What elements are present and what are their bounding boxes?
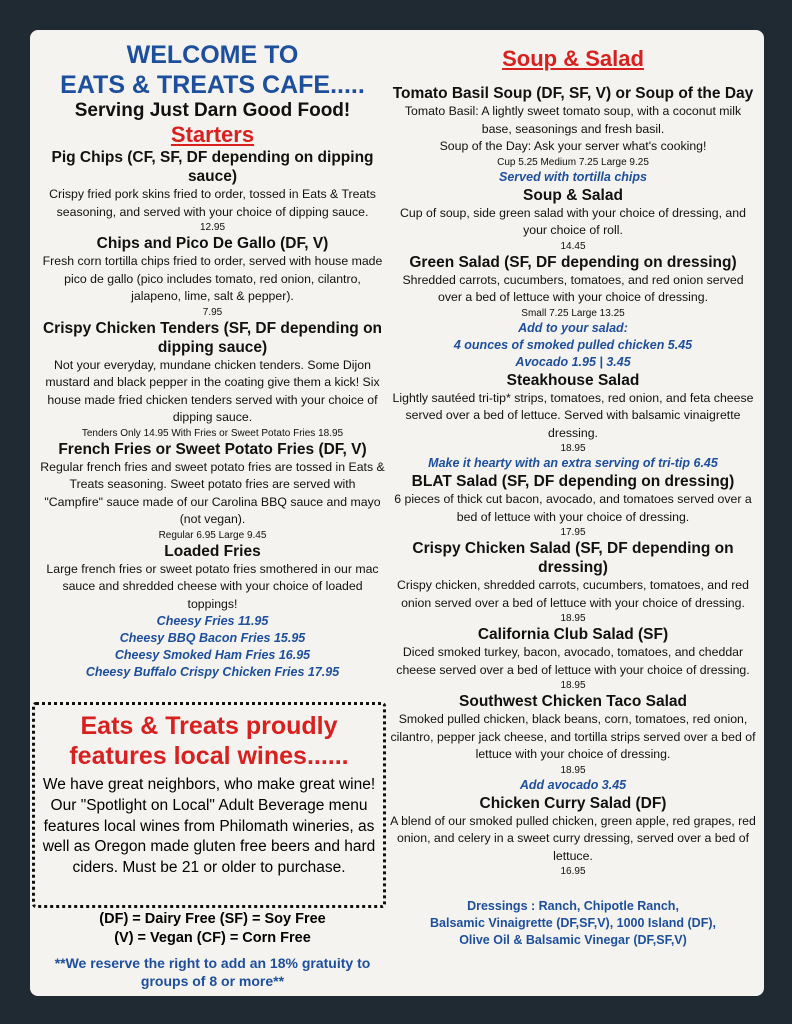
item-description: Shredded carrots, cucumbers, tomatoes, and red onion served over a bed of lettuce with your choice of dressing. bbox=[402, 272, 744, 304]
dressings-line: Balsamic Vinaigrette (DF,SF,V), 1000 Island (DF), bbox=[430, 916, 716, 930]
local-wines-box bbox=[32, 702, 386, 908]
starters-heading: Starters bbox=[170, 122, 255, 147]
dressings-line: Olive Oil & Balsamic Vinegar (DF,SF,V) bbox=[459, 933, 687, 947]
item-price: 18.95 bbox=[560, 613, 586, 624]
menu-item bbox=[40, 319, 385, 440]
item-description: Crispy chicken, shredded carrots, cucumbers, tomatoes, and red onion served over a bed of lettuce with your choice of dressing. bbox=[397, 578, 749, 610]
item-title: Pig Chips (CF, SF, DF depending on dipping sauce) bbox=[51, 149, 374, 185]
gratuity-notice: **We reserve the right to add an 18% gratuity to groups of 8 or more** bbox=[54, 955, 371, 989]
menu-item bbox=[40, 234, 385, 319]
menu-page bbox=[30, 30, 764, 996]
menu-item bbox=[390, 472, 756, 539]
item-addon: Served with tortilla chips bbox=[499, 169, 647, 184]
item-description: Not your everyday, mundane chicken tenders. Some Dijon mustard and black pepper in the coating give them a kick! Six house made fried chicken tenders served with your choice of dipping sauce. bbox=[45, 357, 380, 424]
item-title: Steakhouse Salad bbox=[506, 371, 640, 389]
legend-line-1: (DF) = Dairy Free (SF) = Soy Free bbox=[99, 911, 326, 927]
item-addon: Cheesy BBQ Bacon Fries 15.95 bbox=[119, 631, 306, 645]
item-title: French Fries or Sweet Potato Fries (DF, V) bbox=[58, 440, 367, 458]
item-description: Cup of soup, side green salad with your choice of dressing, and your choice of roll. bbox=[400, 205, 746, 237]
item-price: 12.95 bbox=[199, 222, 226, 233]
tagline: Serving Just Darn Good Food! bbox=[74, 100, 351, 121]
right-column bbox=[390, 30, 756, 949]
item-title: Crispy Chicken Tenders (SF, DF depending on dipping sauce) bbox=[42, 319, 383, 356]
item-title: Chips and Pico De Gallo (DF, V) bbox=[96, 235, 329, 252]
menu-item bbox=[390, 84, 756, 186]
menu-item bbox=[40, 148, 385, 234]
left-column bbox=[40, 30, 385, 681]
item-addon: Make it hearty with an extra serving of tri-tip 6.45 bbox=[428, 456, 718, 470]
item-description: 6 pieces of thick cut bacon, avocado, and tomatoes served over a bed of lettuce with your choice of dressing. bbox=[394, 492, 752, 524]
item-addon: Avocado 1.95 | 3.45 bbox=[515, 354, 631, 369]
menu-item bbox=[390, 539, 756, 625]
item-title: Soup & Salad bbox=[523, 186, 623, 204]
item-price: Cup 5.25 Medium 7.25 Large 9.25 bbox=[497, 156, 649, 168]
item-title: Southwest Chicken Taco Salad bbox=[459, 693, 687, 710]
item-description: Lightly sautéed tri-tip* strips, tomatoes, red onion, and feta cheese served over a bed of lettuce. Served with balsamic vinaigrette dressing. bbox=[392, 390, 754, 440]
item-title: Green Salad (SF, DF depending on dressing) bbox=[409, 253, 737, 271]
menu-item bbox=[390, 186, 756, 253]
item-title: Loaded Fries bbox=[164, 542, 261, 560]
item-addon: 4 ounces of smoked pulled chicken 5.45 bbox=[453, 337, 693, 352]
menu-item bbox=[390, 253, 756, 371]
item-title: BLAT Salad (SF, DF depending on dressing) bbox=[411, 473, 735, 490]
item-description: Tomato Basil: A lightly sweet tomato soup, with a coconut milk base, seasonings and fresh basil. bbox=[404, 104, 742, 136]
welcome-line-2: EATS & TREATS CAFE..... bbox=[60, 71, 365, 99]
item-price: 18.95 bbox=[560, 764, 586, 776]
item-description: Smoked pulled chicken, black beans, corn, tomatoes, red onion, cilantro, pepper jack cheese, and tortilla strips served over a bed of lettuce with your choice of dressing. bbox=[390, 712, 756, 761]
item-title: Chicken Curry Salad (DF) bbox=[479, 794, 667, 812]
menu-item bbox=[390, 625, 756, 692]
item-description: A blend of our smoked pulled chicken, green apple, red grapes, red onion, and celery in a sweet curry dressing, served over a bed of lettuce. bbox=[390, 813, 756, 863]
item-price: Tenders Only 14.95 With Fries or Sweet Potato Fries 18.95 bbox=[81, 427, 344, 439]
item-price: Regular 6.95 Large 9.45 bbox=[158, 529, 267, 541]
item-description: Soup of the Day: Ask your server what's cooking! bbox=[439, 139, 707, 153]
item-description: Crispy fried pork skins fried to order, tossed in Eats & Treats seasoning, and served with your choice of dipping sauce. bbox=[49, 187, 376, 219]
item-title: Tomato Basil Soup (DF, SF, V) or Soup of the Day bbox=[392, 85, 754, 102]
item-price: 18.95 bbox=[560, 443, 586, 454]
item-addon: Add to your salad: bbox=[518, 320, 628, 335]
item-addon: Add avocado 3.45 bbox=[519, 777, 627, 792]
menu-item bbox=[390, 794, 756, 879]
welcome-line-1: WELCOME TO bbox=[126, 41, 299, 69]
item-title: California Club Salad (SF) bbox=[477, 626, 669, 643]
item-price: 18.95 bbox=[560, 680, 586, 691]
wines-title: Eats & Treats proudly features local wines...... bbox=[69, 712, 349, 770]
item-price: 14.45 bbox=[560, 240, 586, 252]
menu-item bbox=[40, 542, 385, 682]
item-addon: Cheesy Fries 11.95 bbox=[156, 614, 269, 628]
item-price: 17.95 bbox=[560, 527, 586, 538]
item-price: 7.95 bbox=[202, 306, 223, 318]
dressings-line: Dressings : Ranch, Chipotle Ranch, bbox=[467, 899, 679, 913]
menu-item bbox=[390, 371, 756, 473]
item-addon: Cheesy Smoked Ham Fries 16.95 bbox=[114, 648, 311, 662]
menu-item bbox=[40, 440, 385, 542]
wines-body: We have great neighbors, who make great wine! Our "Spotlight on Local" Adult Beverage menu features local wines from Philomath wineries, as well as Oregon made gluten free beers and hard ciders. Must be 21 or older to purchase. bbox=[42, 776, 376, 877]
dressings-list bbox=[390, 898, 756, 949]
dietary-legend bbox=[40, 910, 385, 990]
soup-salad-heading: Soup & Salad bbox=[502, 46, 644, 71]
menu-item bbox=[390, 692, 756, 794]
item-title: Crispy Chicken Salad (SF, DF depending on dressing) bbox=[412, 540, 734, 576]
item-description: Diced smoked turkey, bacon, avocado, tomatoes, and cheddar cheese served over a bed of lettuce with your choice of dressing. bbox=[396, 645, 750, 677]
item-price: Small 7.25 Large 13.25 bbox=[521, 307, 625, 319]
item-description: Regular french fries and sweet potato fries are tossed in Eats & Treats seasoning. Sweet potato fries are served with "Campfire" sauce made of our Carolina BBQ sauce and mayo (not vegan). bbox=[40, 459, 385, 526]
legend-line-2: (V) = Vegan (CF) = Corn Free bbox=[114, 930, 311, 946]
item-addon: Cheesy Buffalo Crispy Chicken Fries 17.95 bbox=[85, 665, 340, 679]
item-description: Fresh corn tortilla chips fried to order, served with house made pico de gallo (pico includes tomato, red onion, cilantro, jalapeno, lime, salt & pepper). bbox=[42, 254, 383, 303]
item-description: Large french fries or sweet potato fries smothered in our mac sauce and shredded cheese with your choice of loaded toppings! bbox=[46, 561, 379, 611]
item-price: 16.95 bbox=[560, 866, 586, 877]
